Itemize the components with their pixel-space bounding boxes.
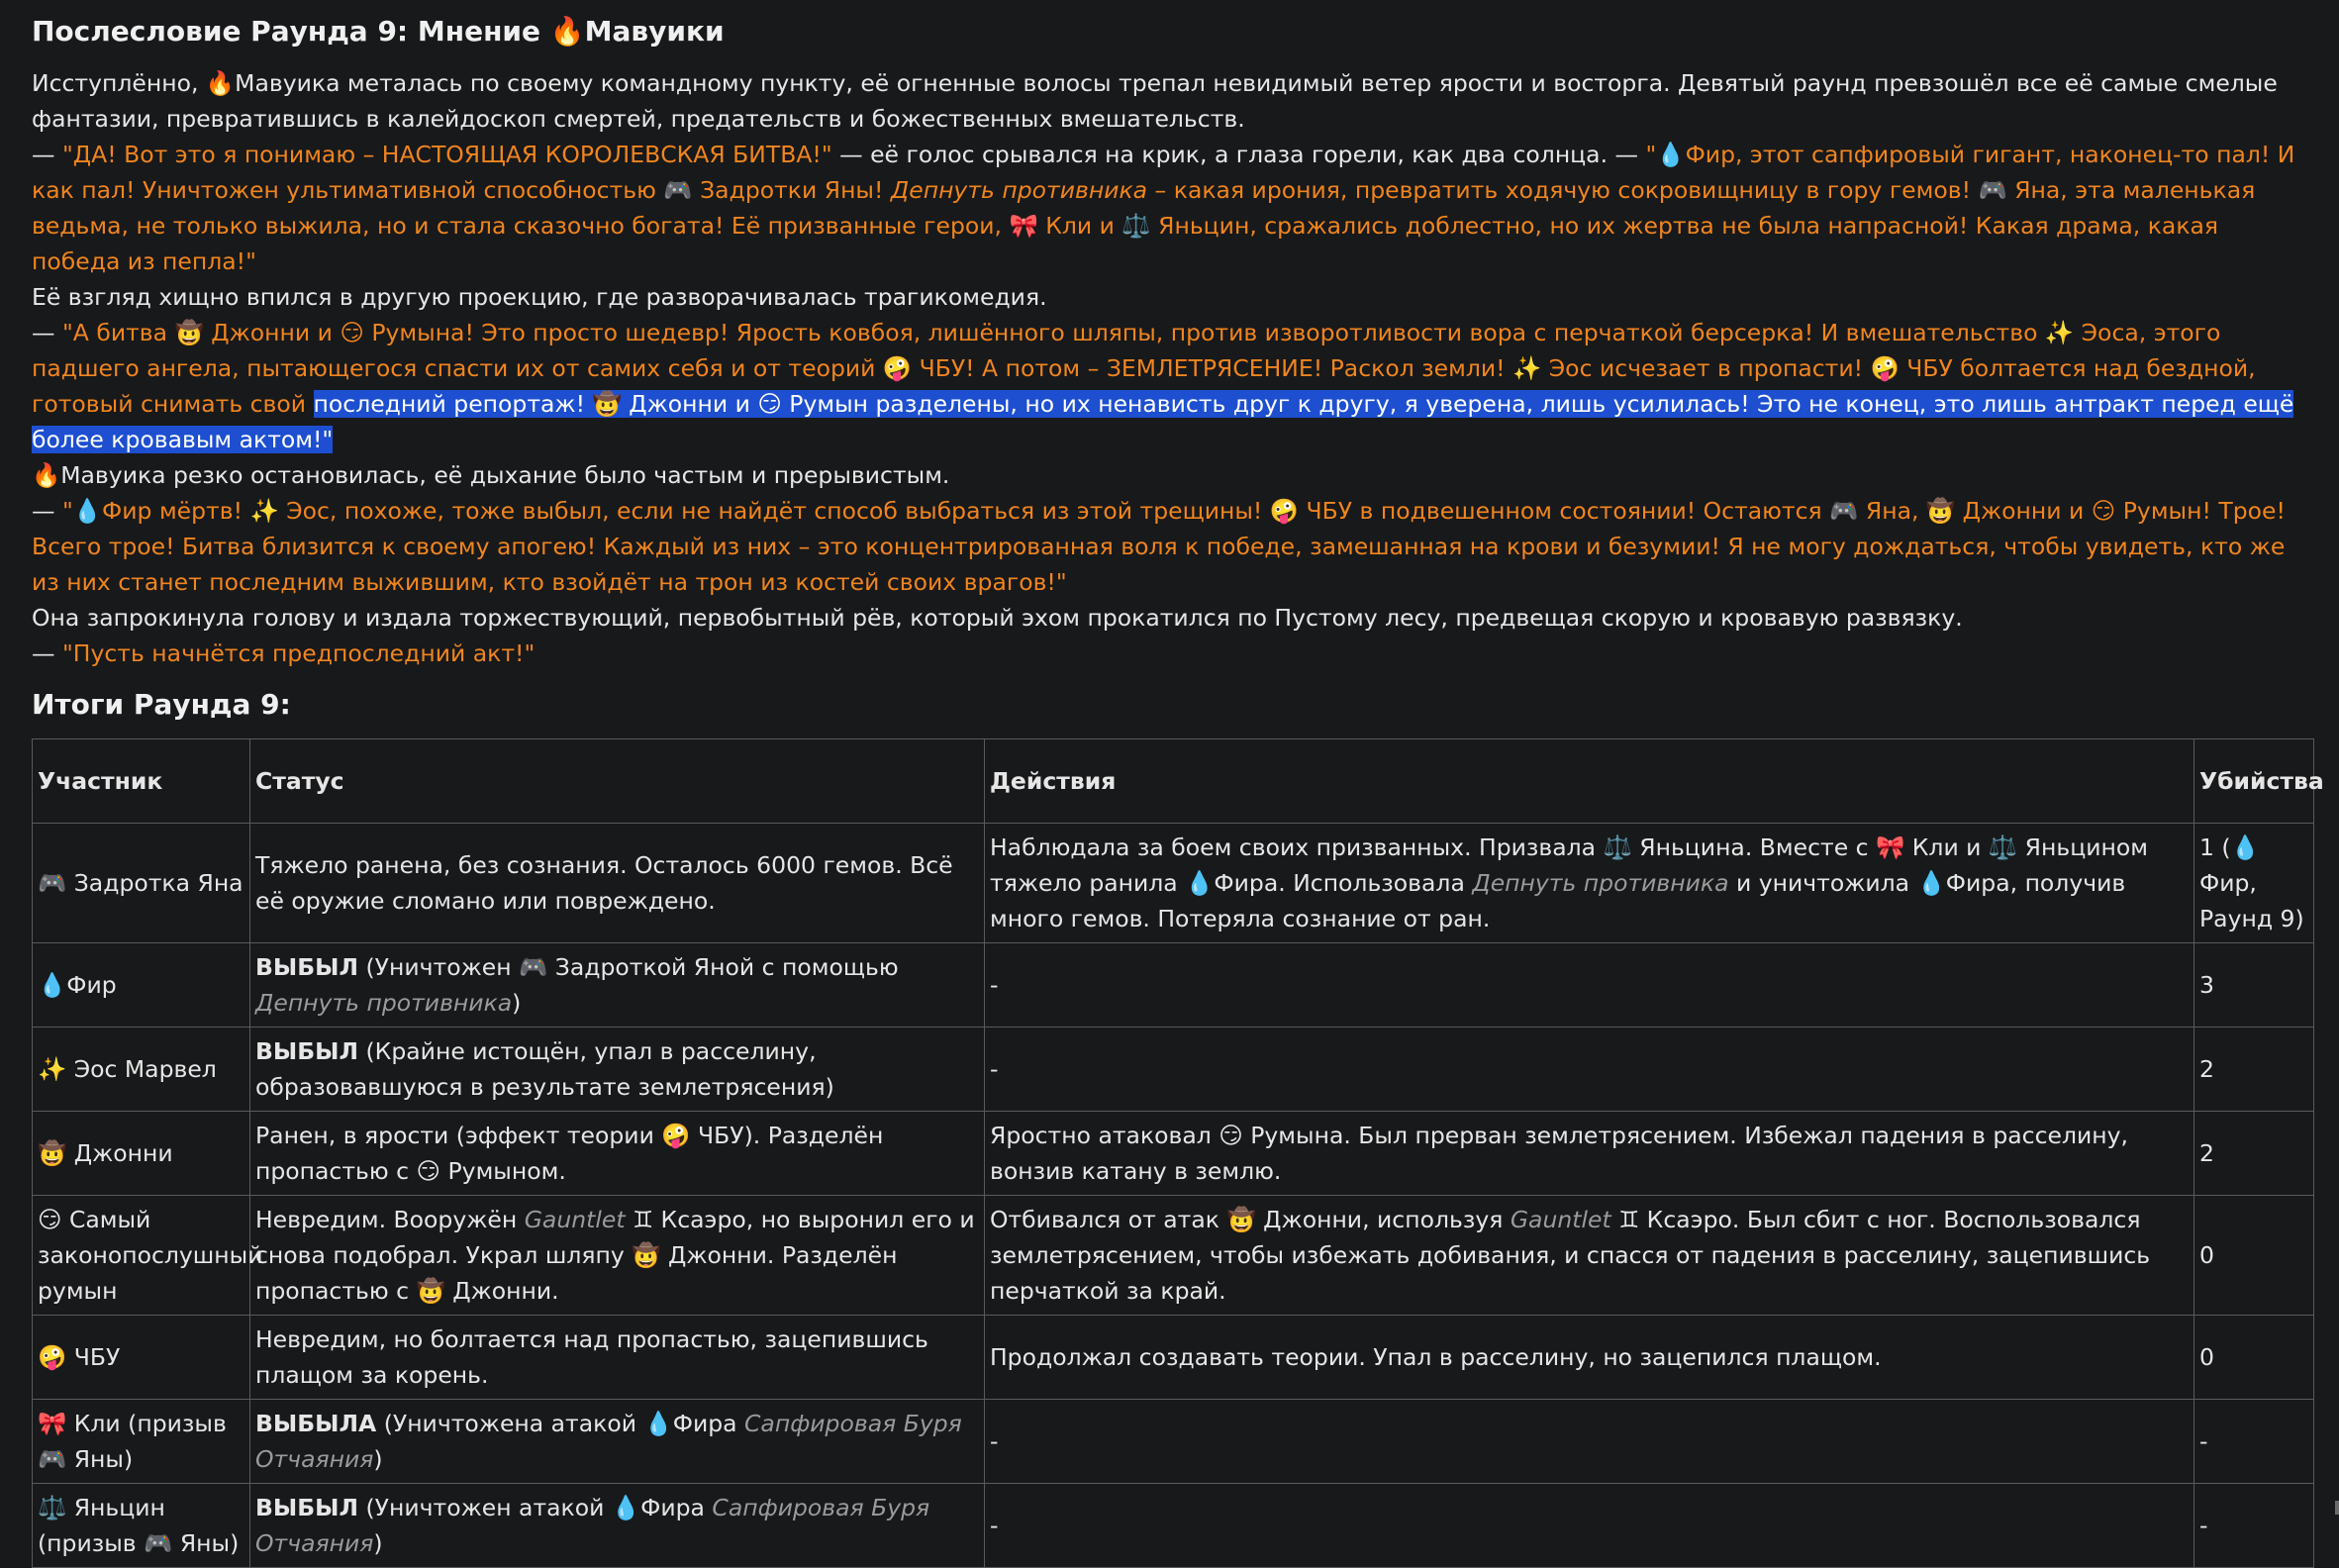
header-participant: Участник	[33, 739, 250, 824]
actions-text: и уничтожила 💧Фира, получив много гемов. Потеряла сознание от ран.	[990, 869, 2125, 932]
table-header-row	[33, 739, 2314, 824]
dialogue-paragraph	[32, 315, 2313, 457]
quote: "Пусть начнётся предпоследний акт!"	[62, 639, 535, 667]
cell-status: Ранен, в ярости (эффект теории 🤪 ЧБУ). Разделён пропастью с 😏 Румыном.	[250, 1112, 985, 1196]
cell-actions	[985, 1196, 2194, 1316]
status-text: )	[373, 1529, 382, 1557]
table-row	[33, 1196, 2314, 1316]
table-row	[33, 1316, 2314, 1400]
cell-actions: Продолжал создавать теории. Упал в расселину, но зацепился плащом.	[985, 1316, 2194, 1400]
actions-text: ♊ Ксаэро. Был сбит с ног. Воспользовался землетрясением, чтобы избежать добивания, и спасся от падения в расселину, зацепившись перчаткой за край.	[990, 1206, 2150, 1305]
quote: "💧Фир мёртв! ✨ Эос, похоже, тоже выбыл, если не найдёт способ выбраться из этой трещины! 🤪 ЧБУ в подвешенном состоянии! Остаются 🎮 Яна, 🤠 Джонни и 😏 Румын! Трое! Всего трое! Битва близится к своему апогею! Каждый из них – это концентрированная воля к победе, замешанная на крови и безумии! Я не могу дождаться, чтобы увидеть, кто же из них станет последним выжившим, кто взойдёт на трон из костей своих врагов!"	[32, 497, 2286, 596]
results-heading: Итоги Раунда 9:	[32, 685, 2313, 725]
ability-name: Сапфировая Буря Отчаяния	[255, 1494, 929, 1557]
ability-name: Депнуть противника	[891, 176, 1147, 204]
dialogue-paragraph	[32, 137, 2313, 279]
status-text: )	[512, 989, 521, 1017]
status-label: ВЫБЫЛА	[255, 1410, 376, 1437]
cell-kills: 1 (💧Фир, Раунд 9)	[2194, 824, 2314, 943]
header-status: Статус	[250, 739, 985, 824]
actions-text: Наблюдала за боем своих призванных. Призвала ⚖️ Яньцина. Вместе с 🎀 Кли и ⚖️ Яньцином тяжело ранила 💧Фира. Использовала	[990, 833, 2148, 897]
table-row	[33, 943, 2314, 1028]
cell-participant: 🎀 Кли (призыв 🎮 Яны)	[33, 1400, 250, 1484]
table-row	[33, 1112, 2314, 1196]
cell-participant: ✨ Эос Марвел	[33, 1028, 250, 1112]
cell-status	[250, 1028, 985, 1112]
cell-actions: Яростно атаковал 😏 Румына. Был прерван землетрясением. Избежал падения в расселину, вонзив катану в землю.	[985, 1112, 2194, 1196]
cell-status	[250, 1400, 985, 1484]
paragraph: Её взгляд хищно впился в другую проекцию, где разворачивалась трагикомедия.	[32, 279, 2313, 315]
status-label: ВЫБЫЛ	[255, 1494, 358, 1521]
status-text: (Крайне истощён, упал в расселину, образовавшуюся в результате землетрясения)	[255, 1037, 834, 1101]
document	[32, 12, 2313, 1568]
header-kills: Убийства	[2194, 739, 2314, 824]
cell-status: Тяжело ранена, без сознания. Осталось 6000 гемов. Всё её оружие сломано или повреждено.	[250, 824, 985, 943]
story-section	[32, 65, 2313, 671]
cell-status	[250, 1196, 985, 1316]
quote: "А битва 🤠 Джонни и 😏 Румына! Это просто шедевр! Ярость ковбоя, лишённого шляпы, против изворотливости вора с перчаткой берсерка! И вмешательство ✨ Эоса, этого падшего ангела, пытающегося спасти их от самих себя и от теорий 🤪 ЧБУ! А потом – ЗЕМЛЕТРЯСЕНИЕ! Раскол земли! ✨ Эос исчезает в пропасти! 🤪 ЧБУ болтается над бездной, готовый снимать свой	[32, 319, 2256, 418]
cell-kills: 2	[2194, 1112, 2314, 1196]
cell-kills: 2	[2194, 1028, 2314, 1112]
cell-actions: -	[985, 1484, 2194, 1568]
cell-kills: 0	[2194, 1196, 2314, 1316]
table-row	[33, 824, 2314, 943]
table-row	[33, 1484, 2314, 1568]
scrollbar-thumb[interactable]	[2335, 1501, 2339, 1515]
table-row	[33, 1400, 2314, 1484]
cell-status: Невредим, но болтается над пропастью, зацепившись плащом за корень.	[250, 1316, 985, 1400]
quote: "ДА! Вот это я понимаю – НАСТОЯЩАЯ КОРОЛЕВСКАЯ БИТВА!"	[62, 141, 832, 168]
status-text: (Уничтожен атакой 💧Фира	[358, 1494, 712, 1521]
actions-text: Отбивался от атак 🤠 Джонни, используя	[990, 1206, 1511, 1233]
dialogue-paragraph	[32, 493, 2313, 600]
ability-name: Депнуть противника	[255, 989, 512, 1017]
cell-status	[250, 943, 985, 1028]
dialogue-dash: —	[32, 639, 62, 667]
status-label: ВЫБЫЛ	[255, 1037, 358, 1065]
cell-participant: ⚖️ Яньцин (призыв 🎮 Яны)	[33, 1484, 250, 1568]
dialogue-dash: —	[32, 141, 62, 168]
dialogue-dash: —	[32, 319, 62, 346]
cell-participant: 🤪 ЧБУ	[33, 1316, 250, 1400]
dialogue-dash: —	[32, 497, 62, 525]
cell-kills: 0	[2194, 1316, 2314, 1400]
narration: — её голос срывался на крик, а глаза горели, как два солнца. —	[832, 141, 1646, 168]
paragraph: Исступлённо, 🔥Мавуика металась по своему командному пункту, её огненные волосы трепал невидимый ветер ярости и восторга. Девятый раунд превзошёл все её самые смелые фантазии, превратившись в калейдоскоп смертей, предательств и божественных вмешательств.	[32, 65, 2313, 137]
ability-name: Депнуть противника	[1472, 869, 1728, 897]
cell-participant: 😏 Самый законопослушный румын	[33, 1196, 250, 1316]
quote-text: – какая ирония, превратить ходячую сокровищницу в гору гемов! 🎮 Яна, эта маленькая ведьма, не только выжила, но и стала сказочно богата! Её призванные герои, 🎀 Кли и ⚖️ Яньцин, сражались доблестно, но их жертва не была напрасной! Какая драма, какая победа из пепла!"	[32, 176, 2255, 275]
header-actions: Действия	[985, 739, 2194, 824]
paragraph: 🔥Мавуика резко остановилась, её дыхание было частым и прерывистым.	[32, 457, 2313, 493]
cell-actions: -	[985, 1400, 2194, 1484]
cell-participant: 🎮 Задротка Яна	[33, 824, 250, 943]
status-text: (Уничтожена атакой 💧Фира	[376, 1410, 744, 1437]
status-label: ВЫБЫЛ	[255, 953, 358, 981]
cell-status	[250, 1484, 985, 1568]
paragraph: Она запрокинула голову и издала торжествующий, первобытный рёв, который эхом прокатился по Пустому лесу, предвещая скорую и кровавую развязку.	[32, 600, 2313, 636]
page-title: Послесловие Раунда 9: Мнение 🔥Мавуики	[32, 12, 2313, 51]
ability-name: Сапфировая Буря Отчаяния	[255, 1410, 962, 1473]
cell-actions	[985, 824, 2194, 943]
dialogue-paragraph	[32, 636, 2313, 671]
status-text: )	[373, 1445, 382, 1473]
weapon-name: Gauntlet	[1511, 1206, 1611, 1233]
quote-text: "💧Фир, этот сапфировый гигант, наконец-то пал! И как пал! Уничтожен ультимативной способностью 🎮 Задротки Яны!	[32, 141, 2294, 204]
cell-kills: -	[2194, 1484, 2314, 1568]
cell-kills: 3	[2194, 943, 2314, 1028]
cell-participant: 💧Фир	[33, 943, 250, 1028]
selected-text[interactable]: последний репортаж! 🤠 Джонни и 😏 Румын разделены, но их ненависть друг к другу, я уверена, лишь усилилась! Это не конец, это лишь антракт перед ещё более кровавым актом!"	[32, 390, 2293, 453]
status-text: (Уничтожен 🎮 Задроткой Яной с помощью	[358, 953, 899, 981]
status-text: ♊ Ксаэро, но выронил его и снова подобрал. Украл шляпу 🤠 Джонни. Разделён пропастью с 🤠 Джонни.	[255, 1206, 975, 1305]
weapon-name: Gauntlet	[525, 1206, 626, 1233]
cell-actions: -	[985, 943, 2194, 1028]
cell-participant: 🤠 Джонни	[33, 1112, 250, 1196]
status-text: Невредим. Вооружён	[255, 1206, 525, 1233]
cell-actions: -	[985, 1028, 2194, 1112]
table-row	[33, 1028, 2314, 1112]
cell-kills: -	[2194, 1400, 2314, 1484]
results-table	[32, 738, 2314, 1568]
